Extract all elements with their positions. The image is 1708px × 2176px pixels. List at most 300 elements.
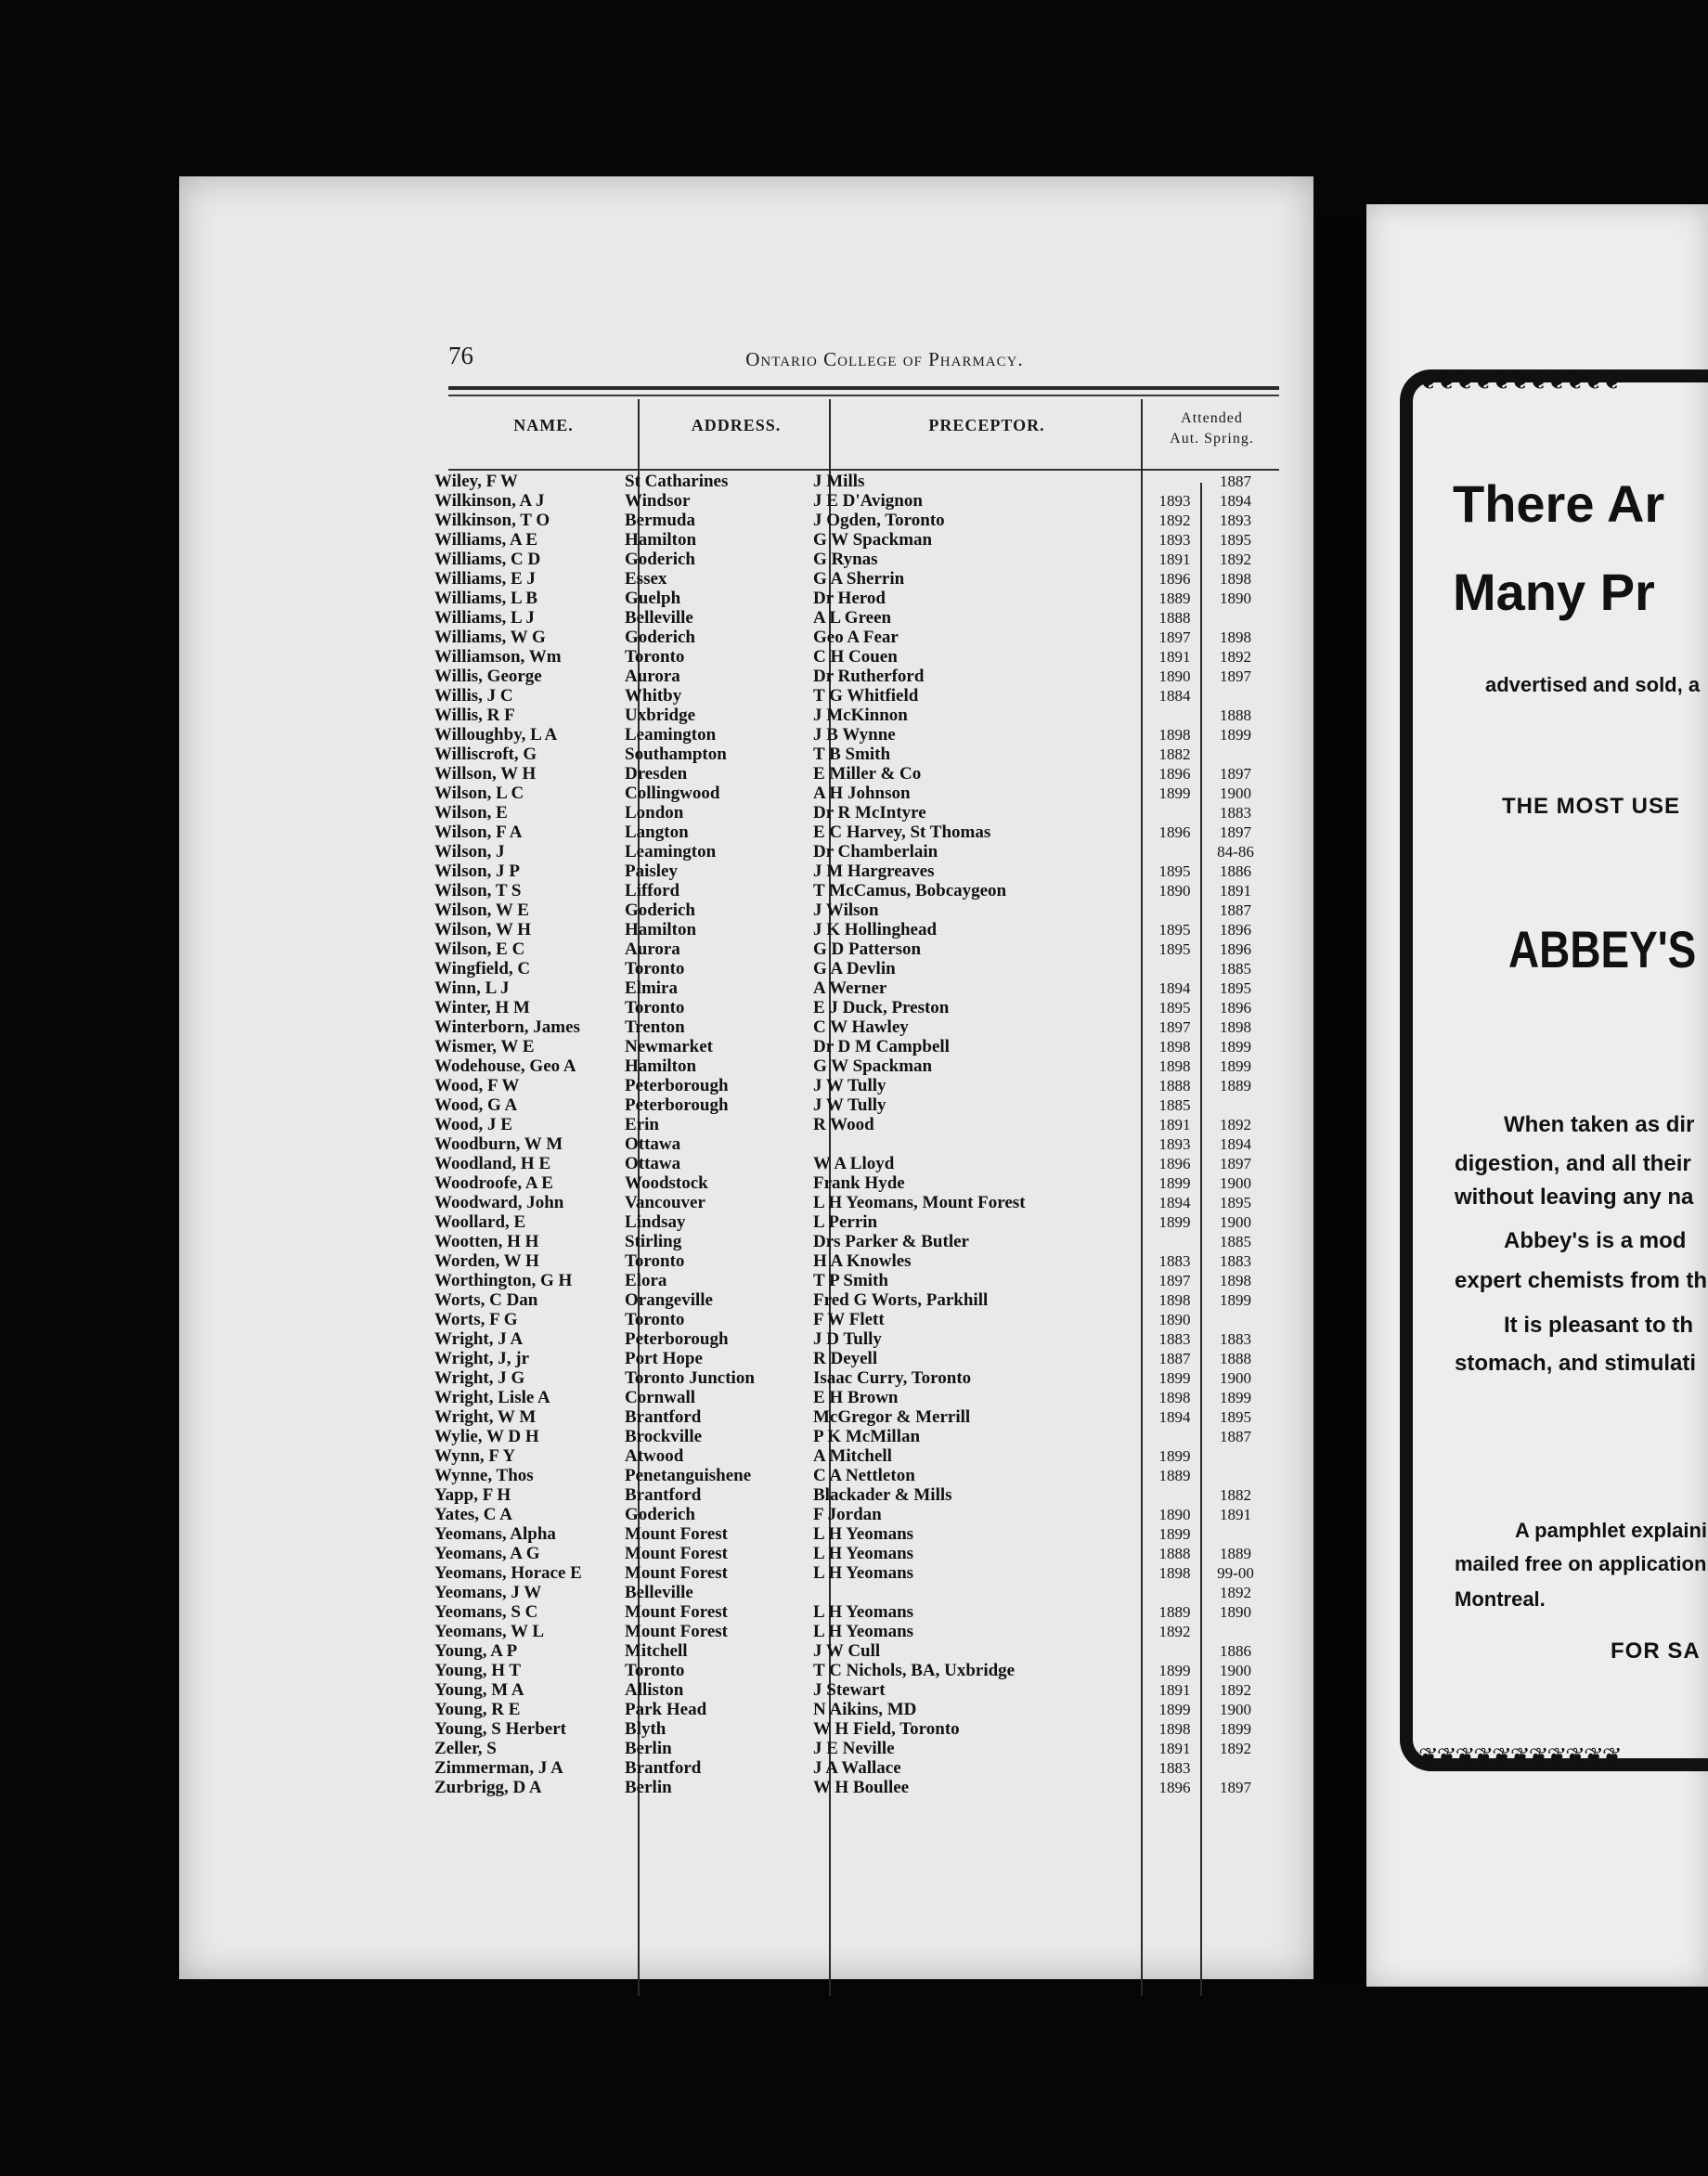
entry-address: Mount Forest [625,1563,728,1583]
entry-spring-year: 1895 [1220,1194,1251,1211]
entry-preceptor: J E Neville [813,1739,895,1758]
table-row [434,647,1288,667]
entry-name: Young, M A [434,1680,524,1700]
entry-preceptor: Drs Parker & Butler [813,1232,969,1251]
aut-spring-labels [1145,429,1279,449]
book-spine [1316,214,1365,1987]
entry-spring-year: 1890 [1220,589,1251,607]
leaf-border-top: ❦❦❦❦❦❦❦❦❦❦❦ [1418,368,1621,395]
entry-autumn-year: 1890 [1158,882,1191,900]
entry-spring-year: 1892 [1220,1116,1251,1133]
entry-autumn-year: 1897 [1158,1272,1191,1289]
entry-address: Goderich [625,550,695,569]
entry-autumn-year: 1895 [1158,921,1191,939]
entry-autumn-year: 1898 [1158,1291,1191,1309]
entry-autumn-year: 1889 [1158,1467,1191,1484]
entry-autumn-year: 1899 [1158,1369,1191,1387]
table-row [434,706,1288,725]
entry-name: Wood, F W [434,1076,520,1095]
entry-name: Wodehouse, Geo A [434,1056,576,1076]
entry-spring-year: 1892 [1220,648,1251,666]
entry-spring-year: 1900 [1220,1369,1251,1387]
table-row [434,511,1288,530]
entry-name: Woodburn, W M [434,1134,563,1154]
entry-autumn-year: 1893 [1158,531,1191,549]
entry-preceptor: G D Patterson [813,939,922,959]
entry-spring-year: 1885 [1220,1233,1251,1250]
entry-autumn-year: 1882 [1158,745,1191,763]
entry-autumn-year: 1888 [1158,1077,1191,1094]
entry-name: Wiley, F W [434,472,518,491]
ad-body-line: expert chemists from th [1455,1268,1708,1293]
entry-spring-year: 1895 [1220,979,1251,997]
entry-autumn-year: 1885 [1158,1096,1191,1114]
entry-name: Wilson, L C [434,784,524,803]
entry-preceptor: Blackader & Mills [813,1485,952,1505]
entry-autumn-year: 1893 [1158,1135,1191,1153]
entry-name: Wright, W M [434,1407,537,1427]
table-row [434,1602,1288,1622]
entry-preceptor: A Mitchell [813,1446,892,1466]
table-row [434,667,1288,686]
ad-headline-line-2: Many Pr [1453,563,1655,621]
entry-spring-year: 1892 [1220,1740,1251,1757]
entry-address: Bermuda [625,511,695,530]
entry-name: Wilson, W E [434,900,529,920]
entry-address: Berlin [625,1739,672,1758]
entry-name: Worts, C Dan [434,1290,538,1310]
entry-address: Toronto [625,1310,685,1329]
entry-address: Brockville [625,1427,703,1446]
table-row [434,920,1288,939]
entry-spring-year: 1898 [1220,628,1251,646]
entry-autumn-year: 1891 [1158,550,1191,568]
entry-preceptor: G A Sherrin [813,569,905,589]
entry-name: Woodland, H E [434,1154,551,1173]
entry-preceptor: L H Yeomans [813,1563,914,1583]
entry-name: Williamson, Wm [434,647,562,667]
entry-name: Yeomans, S C [434,1602,538,1622]
table-row [434,842,1288,861]
entry-name: Wilkinson, A J [434,491,545,511]
entry-spring-year: 1896 [1220,921,1251,939]
entry-autumn-year: 1894 [1158,1408,1191,1426]
entry-name: Winterborn, James [434,1017,580,1037]
entry-preceptor: J McKinnon [813,706,908,725]
entry-address: Southampton [625,745,727,764]
entry-preceptor: J W Cull [813,1641,881,1661]
entry-autumn-year: 1899 [1158,1213,1191,1231]
entry-spring-year: 1900 [1220,1174,1251,1192]
entry-name: Wynne, Thos [434,1466,534,1485]
entry-name: Williams, W G [434,628,546,647]
entry-preceptor: J W Tully [813,1076,886,1095]
entry-name: Yapp, F H [434,1485,511,1505]
entry-address: Windsor [625,491,691,511]
entry-autumn-year: 1890 [1158,667,1191,685]
entry-preceptor: Frank Hyde [813,1173,905,1193]
table-row [434,1329,1288,1349]
table-row [434,530,1288,550]
entry-name: Wilkinson, T O [434,511,550,530]
entry-autumn-year: 1893 [1158,492,1191,510]
entry-address: Peterborough [625,1095,729,1115]
entry-address: Lindsay [625,1212,686,1232]
entry-preceptor: L H Yeomans, Mount Forest [813,1193,1026,1212]
entry-preceptor: R Deyell [813,1349,878,1368]
table-row [434,472,1288,491]
entry-address: Leamington [625,842,717,861]
entry-address: Hamilton [625,920,697,939]
entry-preceptor: J K Hollinghead [813,920,938,939]
entry-address: Dresden [625,764,688,784]
entry-address: Blyth [625,1719,666,1739]
entry-preceptor: W H Field, Toronto [813,1719,960,1739]
entry-autumn-year: 1883 [1158,1252,1191,1270]
ad-body-line: It is pleasant to th [1504,1313,1694,1338]
spring-label: Spring. [1204,431,1254,447]
entry-spring-year: 1886 [1220,862,1251,880]
entry-address: Peterborough [625,1076,729,1095]
entry-name: Young, H T [434,1661,522,1680]
entry-address: Atwood [625,1446,684,1466]
entry-address: Toronto [625,1661,685,1680]
entry-spring-year: 1883 [1220,1252,1251,1270]
entry-spring-year: 84-86 [1217,843,1254,861]
entry-spring-year: 1899 [1220,1038,1251,1056]
entry-preceptor: G W Spackman [813,530,933,550]
entry-spring-year: 1895 [1220,1408,1251,1426]
entry-autumn-year: 1891 [1158,1681,1191,1699]
table-row [434,784,1288,803]
entry-preceptor: T McCamus, Bobcaygeon [813,881,1007,900]
entry-preceptor: J Mills [813,472,865,491]
double-rule [448,386,1279,390]
entry-address: Erin [625,1115,659,1134]
entry-autumn-year: 1888 [1158,1545,1191,1562]
entry-name: Wynn, F Y [434,1446,516,1466]
entry-preceptor: G W Spackman [813,1056,933,1076]
entry-autumn-year: 1896 [1158,823,1191,841]
entry-address: Mitchell [625,1641,688,1661]
entry-name: Young, R E [434,1700,521,1719]
entry-address: Langton [625,822,689,842]
ad-body-line: When taken as dir [1504,1112,1695,1137]
entry-address: Toronto [625,1251,685,1271]
entry-name: Zimmerman, J A [434,1758,563,1778]
ad-caps-line: THE MOST USE [1502,794,1681,819]
entry-address: Leamington [625,725,717,745]
ad-body-line: Abbey's is a mod [1504,1228,1687,1253]
entry-preceptor: E Miller & Co [813,764,922,784]
table-row [434,1017,1288,1037]
entry-spring-year: 1886 [1220,1642,1251,1660]
entry-spring-year: 1897 [1220,1155,1251,1172]
table-row [434,881,1288,900]
entry-spring-year: 1899 [1220,1720,1251,1738]
table-row [434,491,1288,511]
entry-spring-year: 1898 [1220,1272,1251,1289]
entry-name: Willson, W H [434,764,537,784]
entry-address: Woodstock [625,1173,708,1193]
entry-address: Belleville [625,1583,693,1602]
table-row [434,1641,1288,1661]
entry-name: Worthington, G H [434,1271,573,1290]
entry-preceptor: E J Duck, Preston [813,998,950,1017]
table-row [434,939,1288,959]
table-row [434,900,1288,920]
entry-autumn-year: 1895 [1158,862,1191,880]
column-header-preceptor: PRECEPTOR. [928,416,1045,434]
entry-spring-year: 1894 [1220,1135,1251,1153]
entry-autumn-year: 1887 [1158,1350,1191,1367]
entry-spring-year: 99-00 [1217,1564,1254,1582]
entry-autumn-year: 1896 [1158,1155,1191,1172]
entry-address: Uxbridge [625,706,695,725]
entry-preceptor: A Werner [813,978,887,998]
entry-name: Woollard, E [434,1212,526,1232]
table-row [434,1758,1288,1778]
table-row [434,1232,1288,1251]
entry-address: Goderich [625,1505,695,1524]
entry-autumn-year: 1891 [1158,1740,1191,1757]
entry-address: Paisley [625,861,678,881]
page-number: 76 [448,342,473,369]
entry-autumn-year: 1883 [1158,1759,1191,1777]
left-page [179,176,1313,1979]
entry-address: Collingwood [625,784,720,803]
entry-spring-year: 1892 [1220,1584,1251,1601]
column-header-name: NAME. [513,416,574,434]
table-row [434,1310,1288,1329]
entry-spring-year: 1899 [1220,1291,1251,1309]
entry-spring-year: 1898 [1220,570,1251,588]
entry-spring-year: 1897 [1220,667,1251,685]
table-row [434,1505,1288,1524]
entry-preceptor: W H Boullee [813,1778,910,1797]
table-row [434,725,1288,745]
table-row [434,1251,1288,1271]
entry-name: Yeomans, Horace E [434,1563,582,1583]
running-head: Ontario College of Pharmacy. [745,348,1024,370]
entry-address: Hamilton [625,1056,697,1076]
attended-label: Attended [1181,410,1243,426]
entry-autumn-year: 1899 [1158,1525,1191,1543]
entry-name: Wood, G A [434,1095,518,1115]
table-row [434,1719,1288,1739]
entry-preceptor: L H Yeomans [813,1602,914,1622]
entry-name: Wismer, W E [434,1037,535,1056]
entry-spring-year: 1897 [1220,823,1251,841]
ad-body-line: stomach, and stimulati [1455,1351,1697,1376]
register-table [434,472,1288,1797]
table-row [434,550,1288,569]
table-row [434,1485,1288,1505]
table-row [434,1076,1288,1095]
ad-subline: advertised and sold, a [1485,673,1701,696]
table-row [434,569,1288,589]
entry-name: Wylie, W D H [434,1427,539,1446]
entry-autumn-year: 1899 [1158,1701,1191,1718]
entry-address: Penetanguishene [625,1466,752,1485]
entry-preceptor: Dr Rutherford [813,667,925,686]
entry-spring-year: 1883 [1220,1330,1251,1348]
entry-preceptor: L Perrin [813,1212,878,1232]
entry-spring-year: 1887 [1220,473,1251,490]
entry-preceptor: Dr Herod [813,589,886,608]
entry-name: Williscroft, G [434,745,537,764]
entry-name: Yeomans, J W [434,1583,542,1602]
entry-preceptor: H A Knowles [813,1251,912,1271]
entry-autumn-year: 1897 [1158,1018,1191,1036]
entry-autumn-year: 1898 [1158,1057,1191,1075]
entry-autumn-year: 1884 [1158,687,1191,705]
entry-spring-year: 1897 [1220,765,1251,783]
entry-autumn-year: 1891 [1158,648,1191,666]
entry-preceptor: J D Tully [813,1329,882,1349]
entry-address: Mount Forest [625,1544,728,1563]
entry-preceptor: F Jordan [813,1505,882,1524]
entry-name: Williams, C D [434,550,541,569]
entry-address: Brantford [625,1758,702,1778]
table-row [434,1661,1288,1680]
table-row [434,1446,1288,1466]
entry-name: Yeomans, A G [434,1544,540,1563]
entry-autumn-year: 1898 [1158,1720,1191,1738]
table-row [434,1290,1288,1310]
ad-body-line: without leaving any na [1455,1185,1694,1210]
table-row [434,589,1288,608]
entry-autumn-year: 1890 [1158,1506,1191,1523]
entry-autumn-year: 1892 [1158,1623,1191,1640]
table-row [434,861,1288,881]
entry-autumn-year: 1899 [1158,1447,1191,1465]
table-row [434,1700,1288,1719]
entry-name: Woodward, John [434,1193,564,1212]
entry-name: Wood, J E [434,1115,512,1134]
entry-name: Worts, F G [434,1310,518,1329]
entry-preceptor: Dr R McIntyre [813,803,926,822]
entry-name: Yeomans, Alpha [434,1524,556,1544]
entry-name: Williams, A E [434,530,538,550]
entry-preceptor: T C Nichols, BA, Uxbridge [813,1661,1016,1680]
entry-address: Goderich [625,628,695,647]
entry-preceptor: J E D'Avignon [813,491,923,511]
entry-name: Wilson, J [434,842,505,861]
entry-name: Willis, George [434,667,542,686]
ad-brand-name: ABBEY'S [1508,920,1697,978]
entry-address: Mount Forest [625,1602,728,1622]
entry-preceptor: G A Devlin [813,959,896,978]
table-row [434,1388,1288,1407]
entry-address: Park Head [625,1700,707,1719]
entry-autumn-year: 1897 [1158,628,1191,646]
entry-address: Hamilton [625,530,697,550]
table-row [434,1407,1288,1427]
entry-spring-year: 1889 [1220,1077,1251,1094]
entry-address: Mount Forest [625,1524,728,1544]
entry-name: Williams, L B [434,589,538,608]
entry-autumn-year: 1895 [1158,999,1191,1017]
entry-name: Winter, H M [434,998,530,1017]
table-row [434,1778,1288,1797]
entry-name: Willoughby, L A [434,725,558,745]
table-row [434,1193,1288,1212]
entry-preceptor: C H Couen [813,647,898,667]
entry-name: Worden, W H [434,1251,539,1271]
table-row [434,1154,1288,1173]
entry-address: Toronto Junction [625,1368,755,1388]
column-header-attended [1145,408,1279,449]
entry-spring-year: 1893 [1220,512,1251,529]
entry-preceptor: McGregor & Merrill [813,1407,971,1427]
table-row [434,1271,1288,1290]
entry-address: Elora [625,1271,667,1290]
entry-preceptor: G Rynas [813,550,878,569]
entry-name: Wilson, E C [434,939,525,959]
header-rule [448,469,1279,471]
entry-spring-year: 1900 [1220,1701,1251,1718]
entry-name: Yeomans, W L [434,1622,545,1641]
entry-spring-year: 1887 [1220,901,1251,919]
entry-autumn-year: 1898 [1158,726,1191,744]
table-row [434,1368,1288,1388]
table-row [434,1524,1288,1544]
entry-autumn-year: 1899 [1158,1174,1191,1192]
entry-preceptor: Dr Chamberlain [813,842,938,861]
ad-body-line: digestion, and all their [1455,1151,1691,1176]
table-row [434,1212,1288,1232]
entry-preceptor: A H Johnson [813,784,911,803]
table-row [434,1095,1288,1115]
entry-address: Stirling [625,1232,682,1251]
table-row [434,628,1288,647]
double-rule-thin [448,395,1279,396]
ad-footer: FOR SA [1611,1638,1701,1664]
entry-autumn-year: 1894 [1158,979,1191,997]
entry-name: Wilson, W H [434,920,532,939]
entry-address: Vancouver [625,1193,705,1212]
entry-address: Toronto [625,647,685,667]
ad-body-line: A pamphlet explaini [1515,1519,1708,1542]
table-row [434,608,1288,628]
entry-autumn-year: 1898 [1158,1389,1191,1406]
entry-spring-year: 1900 [1220,1662,1251,1679]
entry-autumn-year: 1892 [1158,512,1191,529]
entry-name: Zurbrigg, D A [434,1778,542,1797]
entry-name: Wright, J, jr [434,1349,530,1368]
entry-address: Cornwall [625,1388,695,1407]
table-row [434,1037,1288,1056]
entry-preceptor: J B Wynne [813,725,896,745]
entry-preceptor: J A Wallace [813,1758,901,1778]
entry-address: Goderich [625,900,695,920]
table-row [434,686,1288,706]
entry-name: Wilson, E [434,803,508,822]
ad-headline-line-1: There Ar [1453,474,1665,533]
entry-address: St Catharines [625,472,729,491]
entry-autumn-year: 1896 [1158,765,1191,783]
entry-address: Ottawa [625,1154,681,1173]
entry-autumn-year: 1891 [1158,1116,1191,1133]
entry-name: Wingfield, C [434,959,531,978]
entry-preceptor: E C Harvey, St Thomas [813,822,991,842]
entry-address: Whitby [625,686,682,706]
entry-autumn-year: 1889 [1158,1603,1191,1621]
entry-name: Woodroofe, A E [434,1173,553,1193]
entry-spring-year: 1889 [1220,1545,1251,1562]
entry-address: Elmira [625,978,678,998]
